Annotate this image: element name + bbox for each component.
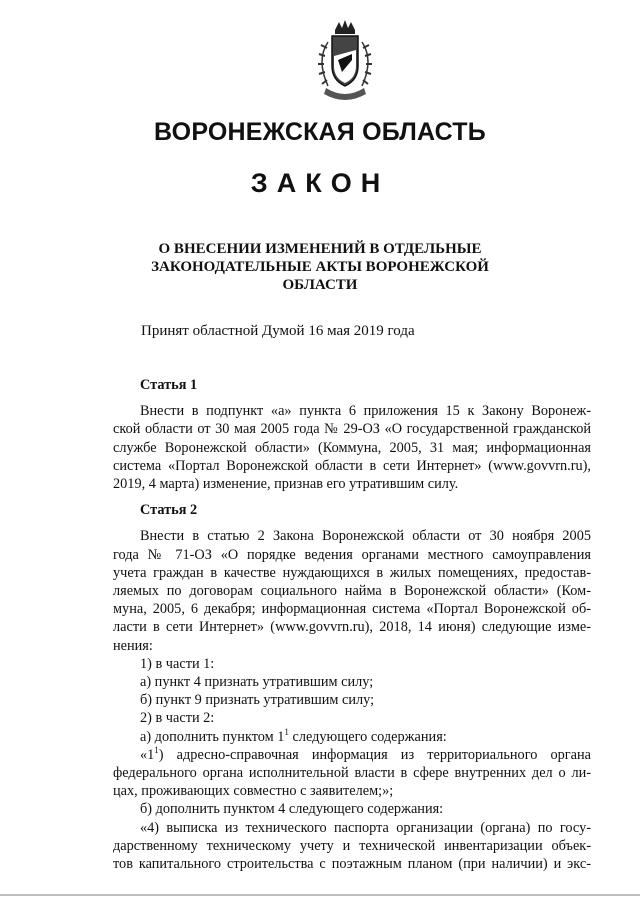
article-2-title: Статья 2 (140, 502, 198, 519)
quote-line: цах, проживающих совместно с заявителем;»; (113, 783, 394, 800)
list-item: б) пункт 9 признать утратившим силу; (140, 692, 375, 709)
text-line: Внести в подпункт «а» пункта 6 приложения 15 к Закону Воронеж- (140, 403, 591, 420)
quote-line: «4) выписка из технического паспорта организации (органа) по госу- (140, 819, 591, 836)
text-line: нения: (113, 637, 153, 654)
text-line: учета граждан в качестве нуждающихся в жилых помещениях, предостав- (113, 564, 591, 581)
region-title: ВОРОНЕЖСКАЯ ОБЛАСТЬ (154, 118, 486, 146)
text-line: ской области от 30 мая 2005 года № 29-ОЗ «О государственной гражданской (113, 421, 591, 438)
subject-line: ОБЛАСТИ (282, 277, 358, 293)
article-1-text (113, 402, 591, 493)
list-item: а) пункт 4 признать утратившим силу; (140, 674, 374, 691)
superscript: 1 (154, 745, 159, 756)
text-line: Внести в статью 2 Закона Воронежской области от 30 ноября 2005 (140, 528, 591, 545)
text-line: ласти в сети Интернет» (www.govvrn.ru), 2018, 14 июня) следующие изме- (113, 619, 591, 636)
quote-text: «1 (140, 746, 155, 763)
list-item: б) дополнить пунктом 4 следующего содержания: (140, 801, 444, 818)
item-text: а) дополнить пунктом 1 (140, 728, 285, 745)
text-line: ляемых по договорам социального найма в Воронежской области» (Ком- (113, 583, 591, 600)
superscript: 1 (284, 726, 289, 737)
adoption-date: Принят областной Думой 16 мая 2019 года (141, 323, 415, 339)
document-type-heading: ЗАКОН (250, 168, 390, 198)
quote-line: тов капитального строительства с поэтажным планом (при наличии) и экс- (113, 856, 591, 873)
subject-line: ЗАКОНОДАТЕЛЬНЫЕ АКТЫ ВОРОНЕЖСКОЙ (151, 259, 489, 275)
page-edge (0, 894, 640, 896)
quote-line: дарственному техническому учету и технической инвентаризации объек- (113, 837, 591, 854)
text-line: службе Воронежской области» (Коммуна, 2005, 31 мая; информационная (113, 439, 591, 456)
law-body (113, 376, 591, 873)
text-line: муна, 2005, 6 декабря; информационная система «Портал Воронежской об- (113, 601, 591, 618)
quote-line: федерального органа исполнительной власти в сфере внутренних дел о ли- (113, 765, 591, 782)
coat-of-arms-icon (308, 20, 382, 104)
list-item: 1) в части 1: (140, 655, 215, 672)
quote-line (113, 746, 591, 764)
text-line: система «Портал Воронежской области в сети Интернет» (www.govvrn.ru), (113, 457, 591, 474)
list-item: 2) в части 2: (140, 710, 215, 727)
quote-text: ) адресно-справочная информация из территориального органа (158, 746, 591, 763)
law-subject (140, 240, 500, 294)
article-1-title: Статья 1 (140, 377, 198, 393)
list-item (113, 728, 591, 746)
text-line: года № 71-ОЗ «О порядке ведения органами местного самоуправления (113, 546, 591, 563)
text-line: 2019, 4 марта) изменение, признав его утратившим силу. (113, 476, 459, 493)
item-text: следующего содержания: (288, 728, 447, 745)
article-2-text (113, 527, 591, 873)
subject-line: О ВНЕСЕНИИ ИЗМЕНЕНИЙ В ОТДЕЛЬНЫЕ (158, 241, 482, 257)
